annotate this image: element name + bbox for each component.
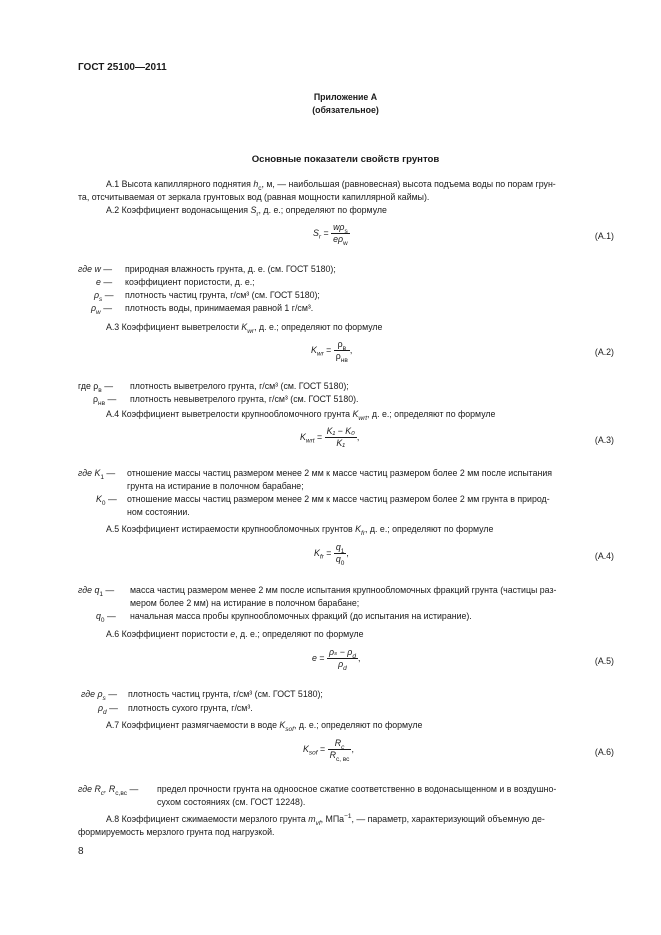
legend-k0-text-cont: ном состоянии. [127, 507, 190, 517]
formula-a1: $S_r$ = $\frac{w\rho_s}{e\rho_w}$ [313, 222, 348, 247]
legend-e-text: коэффициент пористости, д. е.; [125, 277, 255, 287]
legend-k1: где $K_1$ — [78, 468, 116, 481]
legend-rho-d: $\rho_d$ — [98, 703, 118, 716]
legend-k0: $K_0$ — [96, 494, 117, 507]
appendix-subtitle: (обязательное) [312, 105, 379, 115]
equation-number-a4: (А.4) [594, 551, 614, 561]
legend-q0: $q_0$ — [96, 611, 116, 624]
legend-e: e — [96, 277, 113, 287]
legend-rho-v: где $\rho_в$ — [78, 381, 113, 394]
legend-rho-nv-text: плотность невыветрелого грунта, г/см³ (см. ГОСТ 5180). [130, 394, 359, 404]
paragraph-a1: А.1 Высота капиллярного поднятия $h_c$, м, — наибольшая (равновесная) высота подъема воды по порам грун- [106, 179, 556, 192]
paragraph-a1-cont: та, отсчитываемая от зеркала грунтовых вод (равная мощности капиллярной каймы). [78, 192, 430, 202]
legend-w-text: природная влажность грунта, д. е. (см. ГОСТ 5180); [125, 264, 336, 274]
legend-rho-s2: где $\rho_s$ — [81, 689, 117, 702]
legend-k0-text: отношение массы частиц размером менее 2 мм к массе частиц размером более 2 мм грунта в природ- [127, 494, 550, 504]
legend-rc-text: предел прочности грунта на одноосное сжатие соответственно в водонасыщенном и в воздушно- [157, 784, 557, 794]
formula-a5: e = $\frac{\rho_s - \rho_d}{\rho_d}$ , [312, 647, 361, 672]
legend-rho-s: $\rho_s$ — [94, 290, 114, 303]
legend-rho-s2-text: плотность частиц грунта, г/см³ (см. ГОСТ 5180); [128, 689, 323, 699]
legend-rho-v-text: плотность выветрелого грунта, г/см³ (см. ГОСТ 5180); [130, 381, 349, 391]
legend-rc: где $R_c$, $R_{c,вс}$ — [78, 784, 139, 797]
legend-q1-text: масса частиц размером менее 2 мм после испытания крупнообломочных фракций грунта (частицы раз- [130, 585, 557, 595]
equation-number-a1: (А.1) [594, 231, 614, 241]
equation-number-a6: (А.6) [594, 747, 614, 757]
document-code: ГОСТ 25100—2011 [78, 62, 167, 73]
legend-rho-w: $\rho_w$ — [91, 303, 112, 316]
legend-q0-text: начальная масса пробы крупнообломочных фракций (до испытания на истирание). [130, 611, 472, 621]
paragraph-a6: А.6 Коэффициент пористости e, д. е.; определяют по формуле [106, 629, 364, 639]
legend-rho-s-text: плотность частиц грунта, г/см³ (см. ГОСТ 5180); [125, 290, 320, 300]
legend-rho-d-text: плотность сухого грунта, г/см³. [128, 703, 253, 713]
legend-k1-text: отношение массы частиц размером менее 2 мм к массе частиц размером более 2 мм после испытания [127, 468, 553, 478]
legend-k1-text-cont: грунта на истирание в полочном барабане; [127, 481, 304, 491]
legend-q1-text-cont: мером более 2 мм) на истирание в полочном барабане; [130, 598, 360, 608]
legend-rho-w-text: плотность воды, принимаемая равной 1 г/см³. [125, 303, 314, 313]
paragraph-a8-cont: формируемость мерзлого грунта под нагрузкой. [78, 827, 275, 837]
paragraph-a3: А.3 Коэффициент выветрелости $K_{wr}$, д. е.; определяют по формуле [106, 322, 383, 335]
paragraph-a2: А.2 Коэффициент водонасыщения $S_r$, д. е.; определяют по формуле [106, 205, 387, 218]
formula-a3: $K_{wrt}$ = $\frac{\text{K₁ − K₀}}{\text{K₁}}$ , [300, 426, 360, 448]
paragraph-a8: А.8 Коэффициент сжимаемости мерзлого грунта $m_{vf}$, МПа$^{-1}$, — параметр, характеризующий объемную де- [106, 813, 545, 827]
formula-a2: $K_{wr}$ = $\frac{\rho_в}{\rho_{нв}}$ , [311, 339, 353, 364]
formula-a4: $K_{fr}$ = $\frac{q_1}{q_0}$ , [314, 542, 349, 567]
appendix-title: Приложение А [313, 92, 378, 102]
equation-number-a5: (А.5) [594, 656, 614, 666]
section-title: Основные показатели свойств грунтов [251, 154, 440, 165]
page-number: 8 [78, 846, 84, 857]
legend-q1: где $q_1$ — [78, 585, 115, 598]
legend-w: где w — [78, 264, 113, 274]
formula-a6: $K_{sof}$ = $\frac{R_c}{R_{c, вс}}$ , [303, 738, 354, 763]
paragraph-a4: А.4 Коэффициент выветрелости крупнообломочного грунта $K_{wrt}$, д. е.; определяют по формуле [106, 409, 496, 422]
paragraph-a7: А.7 Коэффициент размягчаемости в воде $K_{sof}$, д. е.; определяют по формуле [106, 720, 423, 733]
legend-rho-nv: $\rho_{нв}$ — [93, 394, 117, 407]
legend-rc-text-cont: сухом состояниях (см. ГОСТ 12248). [157, 797, 306, 807]
paragraph-a5: А.5 Коэффициент истираемости крупнообломочных грунтов $K_{fr}$, д. е.; определяют по формуле [106, 524, 494, 537]
equation-number-a2: (А.2) [594, 347, 614, 357]
equation-number-a3: (А.3) [594, 435, 614, 445]
